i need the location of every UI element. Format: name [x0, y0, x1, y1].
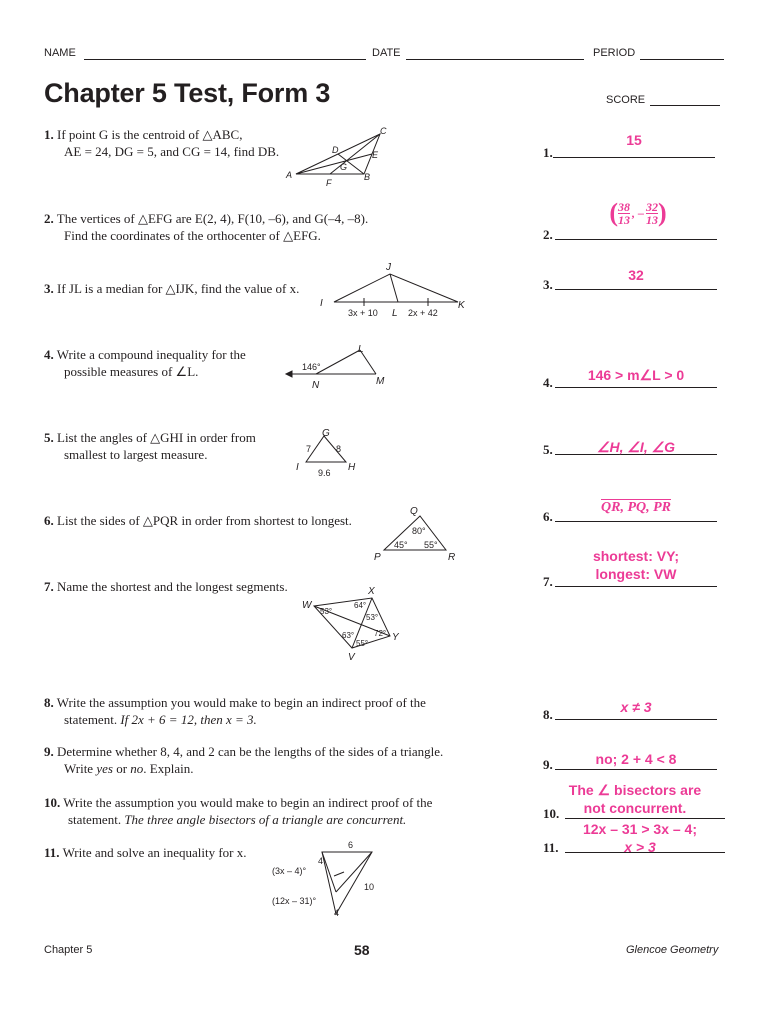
label-55: 55° [424, 540, 438, 550]
answer-4-line[interactable] [555, 387, 717, 388]
label-B: B [364, 172, 371, 182]
label-side-9-6: 9.6 [318, 468, 331, 478]
answer-8-number: 8. [543, 707, 553, 722]
figure-triangle-pqr [368, 504, 460, 564]
label-F: F [326, 178, 332, 188]
label-53b: 53° [366, 613, 379, 622]
answer-9-line[interactable] [555, 769, 717, 770]
label-I: I [320, 298, 323, 309]
date-label: DATE [372, 47, 401, 59]
answer-1-line[interactable] [553, 157, 715, 158]
answer-8-line[interactable] [555, 719, 717, 720]
answer-11: 12x – 31 > 3x – 4; x > 3 [582, 821, 698, 855]
label-4a: 4 [318, 856, 324, 866]
answer-6-number: 6. [543, 509, 553, 524]
score-label: SCORE [606, 94, 646, 106]
label-G: G [322, 428, 330, 439]
score-line[interactable] [650, 105, 720, 106]
question-8: 8. Write the assumption you would make to begin an indirect proof of the statement. If 2x + 6 = 12, then x = 3. [44, 695, 426, 727]
answer-6: QR, PQ, PR [601, 500, 671, 515]
figure-centroid-triangle [282, 124, 402, 192]
figure-hinge-triangles [270, 836, 390, 922]
label-C: C [380, 126, 387, 136]
answer-10: The ∠ bisectors are not concurrent. [568, 782, 702, 816]
label-53a: 53° [320, 607, 333, 616]
answer-5: ∠H, ∠I, ∠G [596, 439, 676, 455]
name-line[interactable] [84, 59, 366, 60]
label-A: A [286, 170, 293, 180]
answer-9-number: 9. [543, 757, 553, 772]
label-80: 80° [412, 526, 426, 536]
label-4b: 4 [334, 908, 340, 918]
period-line[interactable] [640, 59, 724, 60]
label-angle-2: (12x – 31)° [272, 896, 317, 906]
footer-book-title: Glencoe Geometry [626, 944, 719, 956]
question-6: 6. List the sides of △PQR in order from shortest to longest. [44, 513, 352, 528]
answer-3-line[interactable] [555, 289, 717, 290]
label-K: K [458, 300, 465, 311]
answer-2-line[interactable] [555, 239, 717, 240]
label-side-8: 8 [336, 444, 342, 454]
label-R: R [448, 552, 456, 563]
answer-3-number: 3. [543, 277, 553, 292]
question-9: 9. Determine whether 8, 4, and 2 can be the lengths of the sides of a triangle. Write yes or no. Explain. [44, 744, 444, 776]
label-G: G [340, 162, 348, 172]
label-D: D [332, 145, 339, 155]
question-7: 7. Name the shortest and the longest segments. [44, 579, 288, 594]
question-2: 2. The vertices of △EFG are E(2, 4), F(10, –6), and G(–4, –8). Find the coordinates of the orthocenter of △EFG. [44, 211, 369, 243]
figure-triangle-ghi [290, 424, 370, 482]
label-V: V [348, 652, 355, 663]
label-right-segment: 2x + 42 [408, 308, 438, 318]
answer-11-number: 11. [543, 840, 559, 855]
label-45: 45° [394, 540, 408, 550]
label-left-segment: 3x + 10 [348, 308, 378, 318]
question-1: 1. If point G is the centroid of △ABC, AE = 24, DG = 5, and CG = 14, find DB. [44, 127, 280, 159]
answer-1-number: 1. [543, 145, 553, 160]
date-line[interactable] [406, 59, 584, 60]
label-X: X [368, 586, 375, 597]
label-63: 63° [342, 631, 355, 640]
label-side-7: 7 [306, 444, 312, 454]
answer-2-number: 2. [543, 227, 553, 242]
answer-7-line[interactable] [555, 586, 717, 587]
answer-4-number: 4. [543, 375, 553, 390]
figure-exterior-angle [278, 340, 398, 394]
answer-10-number: 10. [543, 806, 560, 821]
answer-7-number: 7. [543, 574, 553, 589]
footer-page-number: 58 [354, 942, 370, 958]
label-J: J [386, 262, 391, 273]
label-P: P [374, 552, 381, 563]
answer-4: 146 > m∠L > 0 [587, 367, 685, 383]
answer-9: no; 2 + 4 < 8 [595, 751, 677, 767]
label-55: 55° [356, 639, 369, 648]
label-N: N [312, 380, 320, 391]
answer-2: ( 38 13 , – 32 13 ) [609, 198, 667, 227]
label-M: M [376, 376, 385, 387]
figure-median-triangle [310, 260, 470, 322]
label-6: 6 [348, 840, 354, 850]
label-H: H [348, 462, 356, 473]
label-10: 10 [364, 882, 375, 892]
answer-1: 15 [626, 132, 642, 148]
label-angle-1: (3x – 4)° [272, 866, 307, 876]
question-3: 3. If JL is a median for △IJK, find the value of x. [44, 281, 300, 296]
answer-8: x ≠ 3 [620, 699, 652, 715]
page-title: Chapter 5 Test, Form 3 [44, 78, 331, 108]
answer-5-number: 5. [543, 442, 553, 457]
label-64: 64° [354, 601, 367, 610]
label-L: L [392, 308, 398, 319]
figure-quadrilateral [296, 584, 406, 664]
label-E: E [372, 150, 379, 160]
footer-chapter: Chapter 5 [44, 944, 93, 956]
answer-10-line[interactable] [565, 818, 725, 819]
label-W: W [302, 600, 312, 611]
question-11: 11. Write and solve an inequality for x. [44, 845, 247, 860]
label-146: 146° [302, 362, 321, 372]
period-label: PERIOD [593, 47, 636, 59]
label-I: I [296, 462, 299, 473]
label-Y: Y [392, 632, 399, 643]
question-10: 10. Write the assumption you would make to begin an indirect proof of the statement. The three angle bisectors of a triangle are concurrent. [44, 795, 433, 827]
question-5: 5. List the angles of △GHI in order from smallest to largest measure. [44, 430, 256, 462]
question-4: 4. Write a compound inequality for the possible measures of ∠L. [44, 347, 246, 379]
answer-7: shortest: VY; longest: VW [592, 548, 680, 582]
answer-6-line[interactable] [555, 521, 717, 522]
label-72: 72° [374, 629, 387, 638]
label-Q: Q [410, 506, 418, 517]
name-label: NAME [44, 47, 76, 59]
answer-3: 32 [628, 267, 644, 283]
label-L: L [358, 344, 364, 355]
